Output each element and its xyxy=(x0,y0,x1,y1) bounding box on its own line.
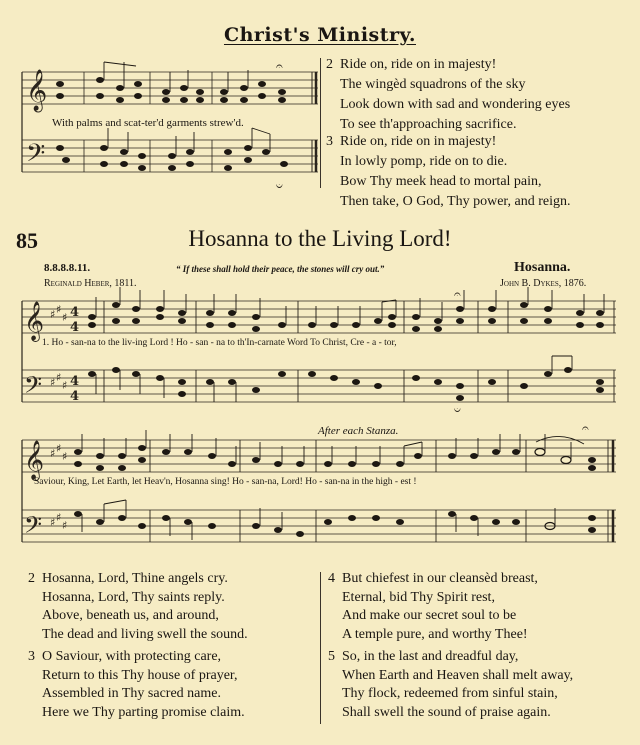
verse-number: 4 xyxy=(328,571,335,586)
hymn-title: Hosanna to the Living Lord! xyxy=(188,226,452,251)
verse-line: Ride on, ride on in majesty! xyxy=(340,134,497,149)
verse-number: 2 xyxy=(28,571,35,586)
verse-line: Eternal, bid Thy Spirit rest, xyxy=(342,589,495,605)
svg-text:𝄐: 𝄐 xyxy=(454,287,461,301)
hymn-lyric-line-2: Saviour, King, Let Earth, let Heav'n, Hosanna sing! Ho - san-na, Lord! Ho - san-na in the high - est ! xyxy=(34,477,417,487)
verse-5 xyxy=(328,648,636,722)
verse-line: Assembled in Thy sacred name. xyxy=(42,686,221,701)
verse-line: Then take, O God, Thy power, and reign. xyxy=(340,194,571,209)
svg-text:♯: ♯ xyxy=(56,371,62,384)
svg-text:♯: ♯ xyxy=(62,450,68,463)
column-divider-bottom xyxy=(320,572,321,724)
svg-text:𝄐: 𝄐 xyxy=(582,421,589,435)
svg-text:𝄞: 𝄞 xyxy=(24,301,45,341)
svg-text:𝄞: 𝄞 xyxy=(26,70,48,111)
svg-text:♯: ♯ xyxy=(56,442,62,455)
svg-text:𝄞: 𝄞 xyxy=(24,440,45,480)
verse-line: To see th'approaching sacrifice. xyxy=(340,117,517,132)
previous-hymn-lyric: With palms and scat-ter'd garments strew'd. xyxy=(52,117,244,129)
verse-line: So, in the last and dreadful day, xyxy=(342,649,519,664)
verse-line: Hosanna, Lord, Thy saints reply. xyxy=(42,589,225,605)
verse-line: Hosanna, Lord, Thine angels cry. xyxy=(42,571,228,586)
tune-name: Hosanna. xyxy=(514,260,571,275)
verse-line: Shall swell the sound of praise again. xyxy=(342,704,551,720)
hymn-number: 85 xyxy=(16,228,38,253)
hymn-composer: John B. Dykes, 1876. xyxy=(500,278,587,289)
verse-number: 3 xyxy=(28,649,35,664)
section-title: Christ's Ministry. xyxy=(223,24,416,46)
svg-text:♯: ♯ xyxy=(56,511,62,524)
svg-text:♯: ♯ xyxy=(50,308,56,321)
verse-3 xyxy=(28,648,318,722)
verse-line: Bow Thy meek head to mortal pain, xyxy=(340,174,542,189)
svg-text:♯: ♯ xyxy=(62,379,68,392)
verse-line: Here we Thy parting promise claim. xyxy=(42,704,245,720)
verse-line: O Saviour, with protecting care, xyxy=(42,649,222,664)
hymn-meter: 8.8.8.8.11. xyxy=(44,262,91,274)
svg-text:𝄢: 𝄢 xyxy=(24,511,43,544)
verse-line: Thy flock, redeemed from sinful stain, xyxy=(342,686,558,701)
svg-text:4: 4 xyxy=(70,374,80,389)
verse-number: 5 xyxy=(328,649,335,664)
after-stanza-note: After each Stanza. xyxy=(318,425,399,437)
verse-line: And make our secret soul to be xyxy=(342,608,517,623)
verse-line: Above, beneath us, and around, xyxy=(42,608,219,623)
svg-text:♯: ♯ xyxy=(62,519,68,532)
svg-text:♯: ♯ xyxy=(50,447,56,460)
hymn-epigraph: “ If these shall hold their peace, the stones will cry out.” xyxy=(176,264,385,274)
verse-line: In lowly pomp, ride on to die. xyxy=(340,154,508,169)
svg-text:♯: ♯ xyxy=(50,376,56,389)
svg-text:4: 4 xyxy=(70,320,80,335)
svg-text:♯: ♯ xyxy=(56,303,62,316)
svg-text:♯: ♯ xyxy=(50,516,56,529)
verse-4 xyxy=(328,570,636,644)
svg-text:𝄢: 𝄢 xyxy=(26,139,46,174)
verse-line: When Earth and Heaven shall melt away, xyxy=(342,667,574,683)
verse-2 xyxy=(28,570,318,644)
verse-line: Return to this Thy house of prayer, xyxy=(42,667,238,683)
svg-text:4: 4 xyxy=(70,389,80,404)
svg-text:𝄐: 𝄐 xyxy=(276,59,283,73)
verse-line: Look down with sad and wondering eyes xyxy=(340,97,571,112)
verse-number: 2 xyxy=(326,57,333,72)
svg-text:4: 4 xyxy=(70,305,80,320)
svg-text:♯: ♯ xyxy=(62,311,68,324)
svg-text:𝄑: 𝄑 xyxy=(454,403,461,417)
hymn-lyric-line-1: 1. Ho - san-na to the liv-ing Lord ! Ho - san - na to th'In-carnate Word To Christ, Cre - a - tor, xyxy=(42,338,397,348)
verse-line: A temple pure, and worthy Thee! xyxy=(342,626,528,642)
verse-line: The wingèd squadrons of the sky xyxy=(340,77,526,92)
svg-text:𝄢: 𝄢 xyxy=(24,371,43,404)
verse-line: The dead and living swell the sound. xyxy=(42,626,248,642)
verse-line: Ride on, ride on in majesty! xyxy=(340,57,497,72)
verse-line: But chiefest in our cleansèd breast, xyxy=(342,571,538,586)
verse-number: 3 xyxy=(326,134,333,149)
hymn-author: Reginald Heber, 1811. xyxy=(44,278,137,289)
svg-text:𝄑: 𝄑 xyxy=(276,179,283,193)
